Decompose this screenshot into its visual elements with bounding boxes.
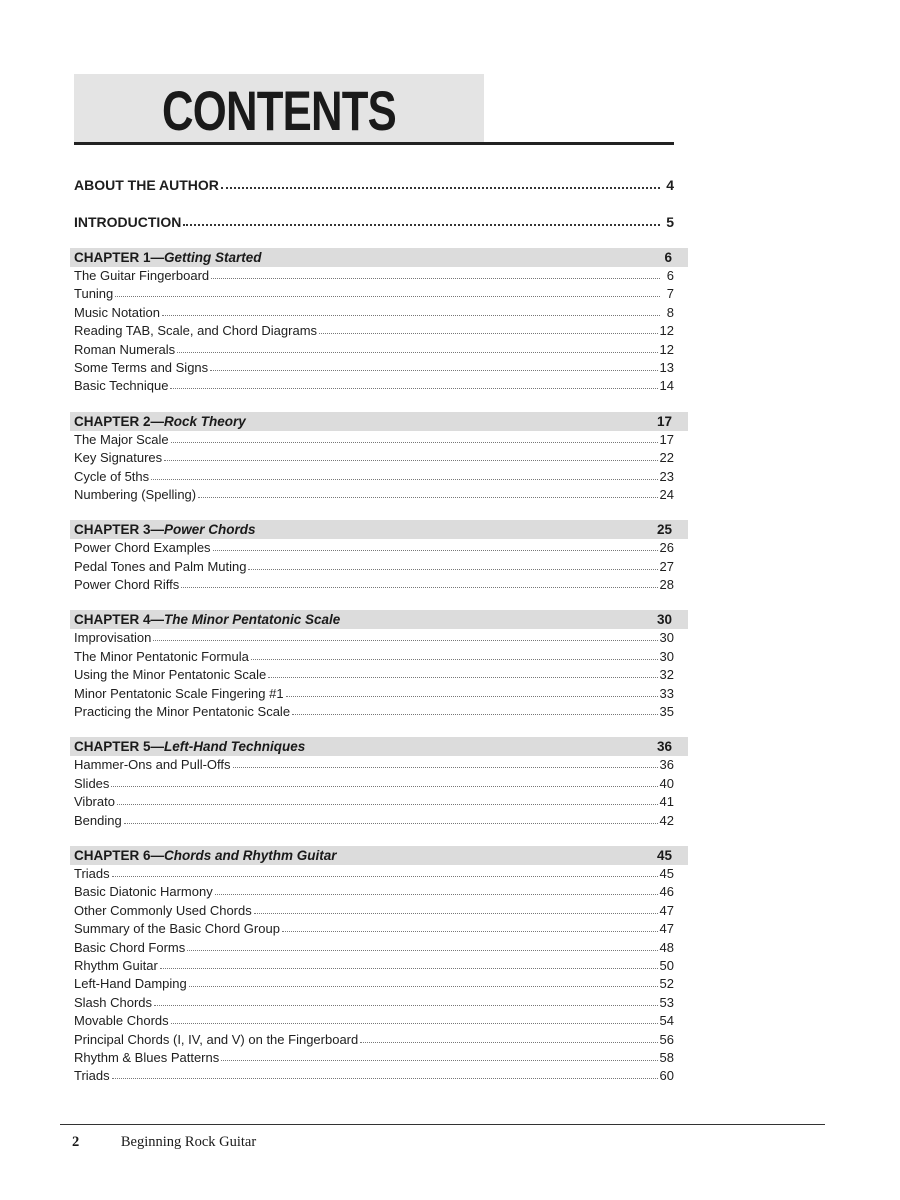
dot-leader (210, 366, 657, 371)
toc-entry[interactable] (74, 1012, 674, 1030)
toc-entry-label: Hammer-Ons and Pull-Offs (74, 757, 231, 773)
toc-entry-label: Left-Hand Damping (74, 976, 187, 992)
dot-leader (251, 655, 658, 660)
chapter-name: Getting Started (164, 250, 262, 265)
chapter-number: CHAPTER 5— (74, 739, 165, 755)
toc-entry-label: Improvisation (74, 630, 152, 646)
toc-entry-label: INTRODUCTION (74, 214, 182, 230)
dot-leader (268, 673, 657, 678)
chapter-name: Rock Theory (164, 413, 246, 429)
toc-entry-label: The Major Scale (74, 431, 169, 447)
dot-leader (211, 274, 660, 279)
toc-entry-label: Other Commonly Used Chords (74, 902, 252, 918)
toc-entry-label: Some Terms and Signs (74, 359, 209, 375)
toc-entry-page: 12 (659, 323, 674, 339)
toc-entry-label: The Minor Pentatonic Formula (74, 648, 249, 664)
toc-entry-page: 7 (666, 286, 674, 302)
toc-entry-page: 33 (659, 685, 674, 701)
chapter-name: Left-Hand Techniques (164, 739, 306, 755)
toc-entry[interactable] (74, 486, 674, 504)
toc-entry[interactable] (74, 1049, 674, 1067)
dot-leader (198, 493, 657, 498)
dot-leader (221, 1056, 657, 1061)
toc-chapter (74, 846, 676, 1086)
toc-entry[interactable] (74, 939, 674, 957)
toc-entry-label: Basic Technique (74, 378, 169, 394)
title-banner (74, 74, 484, 144)
chapter-number: CHAPTER 6— (74, 847, 165, 863)
toc-entry-page: 28 (659, 577, 674, 593)
toc-entry-label: Music Notation (74, 304, 160, 320)
chapter-title (74, 612, 657, 627)
toc-entry[interactable] (74, 576, 674, 594)
toc-entry-page: 41 (659, 794, 674, 810)
chapter-title (74, 250, 664, 265)
toc-entry-page: 12 (659, 341, 674, 357)
toc-entry-page: 5 (666, 214, 674, 230)
toc-entry[interactable] (74, 865, 674, 883)
dot-leader (181, 583, 657, 588)
toc-entry-page: 46 (659, 884, 674, 900)
toc-entry-page: 58 (659, 1049, 674, 1065)
toc-entry-page: 45 (659, 865, 674, 881)
toc-chapter (74, 248, 676, 396)
toc-entry-page: 26 (659, 540, 674, 556)
chapter-page: 17 (656, 413, 672, 429)
toc-entry[interactable] (74, 793, 674, 811)
toc-entry-page: 32 (659, 667, 674, 683)
toc-entry[interactable] (74, 666, 674, 684)
toc-entry-label: Movable Chords (74, 1013, 169, 1029)
toc-entry-label: Power Chord Examples (74, 540, 211, 556)
toc-entry-page: 60 (659, 1068, 674, 1084)
toc-entry-page: 22 (659, 450, 674, 466)
toc-entry-page: 8 (666, 304, 674, 320)
chapter-heading[interactable] (70, 610, 688, 629)
chapter-number: CHAPTER 3— (74, 522, 165, 538)
chapter-name: Chords and Rhythm Guitar (164, 847, 337, 863)
dot-leader (248, 565, 657, 570)
dot-leader (115, 292, 660, 297)
toc-entry-page: 50 (659, 957, 674, 973)
toc-entry-label: Roman Numerals (74, 341, 176, 357)
toc-chapter (74, 610, 676, 721)
chapter-number: CHAPTER 2— (74, 413, 165, 429)
dot-leader (292, 710, 657, 715)
chapter-page: 36 (656, 739, 672, 755)
toc-entry[interactable] (74, 957, 674, 975)
toc-entry-page: 30 (659, 630, 674, 646)
toc-entry[interactable] (74, 558, 674, 576)
toc-chapter (74, 520, 676, 594)
toc-entry[interactable] (74, 1031, 674, 1049)
toc-entry-label: Reading TAB, Scale, and Chord Diagrams (74, 323, 318, 339)
toc-entry-label: Rhythm & Blues Patterns (74, 1049, 220, 1065)
dot-leader (233, 763, 658, 768)
chapter-title (74, 739, 657, 754)
toc-entry[interactable] (74, 377, 674, 395)
dot-leader (124, 819, 658, 824)
toc-entry[interactable] (74, 703, 674, 721)
dot-leader (221, 183, 660, 189)
toc-entry-page: 35 (659, 704, 674, 720)
toc-entry-label: Rhythm Guitar (74, 957, 158, 973)
footer (72, 1134, 256, 1151)
chapter-page: 6 (664, 250, 672, 265)
toc-entry-page: 23 (659, 468, 674, 484)
toc-entry[interactable] (74, 304, 674, 322)
toc-front-matter-item[interactable] (74, 211, 674, 248)
toc-entry-page: 53 (659, 994, 674, 1010)
dot-leader (151, 475, 657, 480)
dot-leader (171, 438, 658, 443)
dot-leader (360, 1038, 657, 1043)
toc-entry[interactable] (74, 322, 674, 340)
chapter-title (74, 848, 657, 863)
toc-entry-page: 40 (659, 775, 674, 791)
toc-entry-label: Bending (74, 812, 122, 828)
toc-entry[interactable] (74, 267, 674, 285)
chapter-title (74, 522, 657, 537)
dot-leader (319, 329, 657, 334)
chapter-heading[interactable] (70, 412, 688, 431)
toc-entry-label: Triads (74, 865, 110, 881)
table-of-contents (74, 174, 676, 1086)
toc-entry[interactable] (74, 883, 674, 901)
toc-entry-label: Key Signatures (74, 450, 163, 466)
toc-entry-page: 48 (659, 939, 674, 955)
dot-leader (111, 782, 657, 787)
chapter-title (74, 414, 657, 429)
toc-entry[interactable] (74, 449, 674, 467)
toc-entry-page: 24 (659, 486, 674, 502)
toc-entry-page: 42 (659, 812, 674, 828)
toc-entry[interactable] (74, 359, 674, 377)
toc-entry[interactable] (74, 756, 674, 774)
chapter-heading[interactable] (70, 248, 688, 267)
dot-leader (215, 890, 658, 895)
toc-entry-label: Triads (74, 1068, 110, 1084)
toc-entry-page: 27 (659, 558, 674, 574)
dot-leader (112, 1074, 658, 1079)
toc-entry-label: Vibrato (74, 794, 115, 810)
toc-entry-label: Numbering (Spelling) (74, 486, 197, 502)
toc-entry[interactable] (74, 920, 674, 938)
toc-entry-label: Using the Minor Pentatonic Scale (74, 667, 267, 683)
dot-leader (177, 348, 657, 353)
toc-entry-page: 47 (659, 902, 674, 918)
toc-front-matter-item[interactable] (74, 174, 674, 211)
toc-entry-page: 52 (659, 976, 674, 992)
dot-leader (164, 456, 657, 461)
dot-leader (162, 311, 660, 316)
toc-entry-label: Basic Diatonic Harmony (74, 884, 213, 900)
toc-entry[interactable] (74, 431, 674, 449)
toc-entry-label: Slides (74, 775, 110, 791)
footer-rule (60, 1124, 825, 1125)
toc-entry-label: Tuning (74, 286, 114, 302)
chapter-heading[interactable] (70, 737, 688, 756)
dot-leader (117, 800, 658, 805)
chapter-name: The Minor Pentatonic Scale (164, 612, 341, 628)
toc-entry[interactable] (74, 975, 674, 993)
dot-leader (254, 909, 658, 914)
toc-entry[interactable] (74, 685, 674, 703)
toc-entry[interactable] (74, 341, 674, 359)
toc-entry-page: 13 (659, 359, 674, 375)
page-title: CONTENTS (162, 79, 396, 142)
toc-chapter (74, 737, 676, 830)
chapter-page: 45 (656, 847, 672, 863)
chapter-page: 25 (656, 522, 672, 538)
toc-entry-label: Power Chord Riffs (74, 577, 180, 593)
dot-leader (153, 636, 657, 641)
toc-entry-label: Summary of the Basic Chord Group (74, 921, 280, 937)
toc-chapter (74, 412, 676, 505)
toc-entry-page: 54 (659, 1013, 674, 1029)
footer-book-title: Beginning Rock Guitar (120, 1134, 257, 1150)
toc-entry-page: 47 (659, 921, 674, 937)
dot-leader (171, 1019, 658, 1024)
dot-leader (189, 982, 658, 987)
toc-entry[interactable] (74, 648, 674, 666)
title-rule (74, 142, 674, 145)
toc-entry-label: Cycle of 5ths (74, 468, 150, 484)
toc-entry-page: 14 (659, 378, 674, 394)
toc-entry[interactable] (74, 902, 674, 920)
toc-entry-page: 56 (659, 1031, 674, 1047)
toc-entry[interactable] (74, 812, 674, 830)
chapter-heading[interactable] (70, 520, 688, 539)
dot-leader (282, 927, 658, 932)
dot-leader (213, 546, 658, 551)
toc-entry[interactable] (74, 285, 674, 303)
toc-entry-page: 4 (666, 177, 674, 193)
dot-leader (170, 384, 657, 389)
toc-entry[interactable] (74, 1067, 674, 1085)
toc-entry-label: The Guitar Fingerboard (74, 268, 210, 283)
chapter-number: CHAPTER 4— (74, 612, 165, 628)
dot-leader (112, 872, 658, 877)
toc-entry-page: 30 (659, 648, 674, 664)
toc-entry[interactable] (74, 629, 674, 647)
chapter-page: 30 (656, 612, 672, 628)
chapter-number: CHAPTER 1— (74, 250, 165, 265)
toc-entry-label: Practicing the Minor Pentatonic Scale (74, 704, 291, 720)
chapter-name: Power Chords (164, 522, 256, 538)
dot-leader (187, 946, 657, 951)
toc-entry-label: Pedal Tones and Palm Muting (74, 558, 247, 574)
toc-entry-label: ABOUT THE AUTHOR (74, 177, 219, 193)
toc-entry-label: Basic Chord Forms (74, 939, 186, 955)
toc-entry[interactable] (74, 994, 674, 1012)
dot-leader (183, 220, 660, 226)
chapter-heading[interactable] (70, 846, 688, 865)
toc-entry-label: Slash Chords (74, 994, 153, 1010)
toc-entry[interactable] (74, 539, 674, 557)
toc-entry[interactable] (74, 468, 674, 486)
toc-entry-page: 17 (659, 431, 674, 447)
toc-entry-label: Principal Chords (I, IV, and V) on the Fingerboard (74, 1031, 359, 1047)
toc-entry-label: Minor Pentatonic Scale Fingering #1 (74, 685, 284, 701)
toc-entry-page: 6 (666, 268, 674, 283)
dot-leader (286, 692, 658, 697)
toc-entry-page: 36 (659, 757, 674, 773)
dot-leader (160, 964, 658, 969)
dot-leader (154, 1001, 657, 1006)
footer-page-number: 2 (72, 1134, 80, 1150)
toc-entry[interactable] (74, 775, 674, 793)
